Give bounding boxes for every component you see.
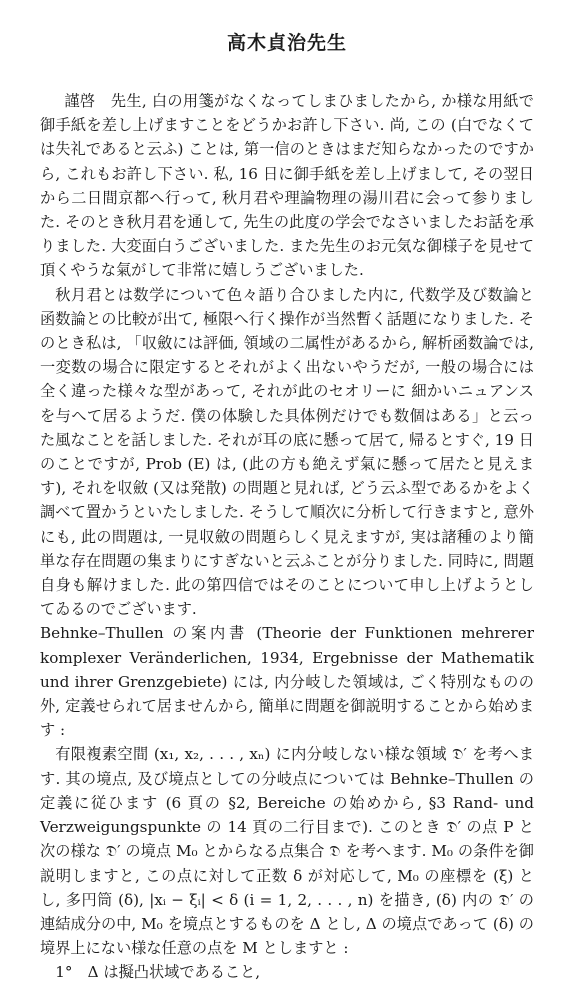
document-page <box>40 28 534 985</box>
letter-title: 高木貞治先生 <box>226 32 347 54</box>
condition-item: 1° Δ は擬凸状域であること, <box>55 963 261 982</box>
paragraph-discussion: 秋月君とは数学について色々語り合ひました内に, 代数学及び数論と函数論との比較が出て, 極限へ行く操作が当然暫く話題になりました. そのとき私は, 「収斂には評価, 領域の二属性があるから, 解析函数論では, 一変数の場合に限定するとそれがよく出ないやうだが, 一般の場合には全く違った様々な型があって, それが此のセオリーに 細かいニュアンス を与へて居るようだ. 僕の体験した具体例だけでも数個はある」と云った風なことを話しました. それが耳の底に懸って居て, 帰るとすぐ, 19 日のことですが, Prob (E) は, (此の方も絶えず氣に懸って居たと見えます), それを収斂 (又は発散) の問題と見れば, どう云ふ型であるかをよく調べて置かうといたしました. そうして順次に分析して行きますと, 意外にも, 此の問題は, 一見収斂の問題らしく見えますが, 実は諸種のより簡単な存在問題の集まりにすぎないと云ふことが分りました. 同時に, 問題自身も解けました. 此の第四信ではそのことについて申し上げようとしてゐるのでございます. <box>40 285 534 619</box>
paragraph-reference: Behnke–Thullen の案内書 (Theorie der Funktionen mehrerer komplexer Veränderlichen, 1934, Ergebnisse der Mathematik und ihrer Grenzgebiete) には, 内分岐した領域は, ごく特別なものの外, 定義せられて居ませんから, 簡単に問題を御説明することから始めます : <box>40 624 534 740</box>
paragraph-greeting: 謹啓 先生, 白の用箋がなくなってしまひましたから, か様な用紙で御手紙を差し上げますことをどうかお許し下さい. 尚, この (白でなくては失礼であると云ふ) ことは, 第一信のときはまだ知らなかったのですから, これもお許し下さい. 私, 16 日に御手紙を差し上げまして, その翌日から二日間京都へ行って, 秋月君や理論物理の湯川君に会って参りました. そのとき秋月君を通して, 先生の此度の学会でなさいましたお話を承りました. 大変面白うございました. また先生のお元気な御様子を見せて頂くやうな氣がして非常に嬉しうございました. <box>40 92 534 280</box>
paragraph-definition: 有限複素空間 (x₁, x₂, . . . , xₙ) に内分岐しない様な領域 𝔇′ を考へます. 其の境点, 及び境点としての分岐点については Behnke–Thullen の定義に従ひます (6 頁の §2, Bereiche の始めから, §3 Rand- und Verzweigungspunkte の 14 頁の二行目まで). このとき 𝔇′ の点 P と次の様な 𝔇′ の境点 M₀ とからなる点集合 𝔇 を考へます. M₀ の条件を御説明しますと, この点に対して正数 δ が対応して, M₀ の座標を (ξ) とし, 多円筒 (δ), |xᵢ − ξᵢ| < δ (i = 1, 2, . . . , n) を描き, (δ) 内の 𝔇′ の連結成分の中, M₀ を境点とするものを Δ とし, Δ の境点であって (δ) の境界上にない様な任意の点を M としますと : <box>40 745 534 958</box>
